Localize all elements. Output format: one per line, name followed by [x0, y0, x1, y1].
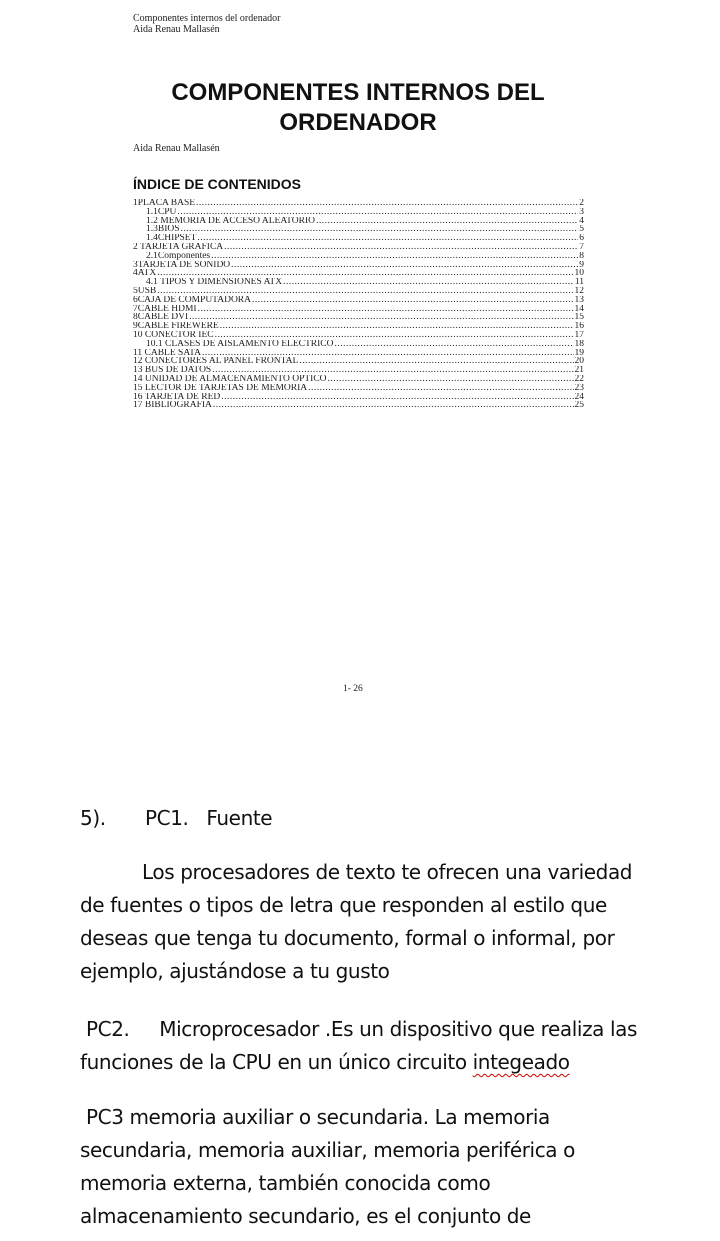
running-header-author: Aida Renau Mallasén	[133, 24, 220, 35]
toc-entry-page: 16	[574, 322, 584, 331]
toc-entry[interactable]	[133, 393, 584, 402]
toc-entry-title: 4ATX	[133, 269, 157, 279]
toc-leader-dots	[177, 208, 578, 217]
toc-entry[interactable]	[133, 296, 584, 305]
toc-leader-dots	[215, 331, 574, 340]
document-title	[133, 78, 583, 138]
toc-entry[interactable]	[133, 243, 584, 252]
toc-entry-page: 10	[574, 269, 584, 279]
toc-entry[interactable]	[133, 217, 584, 226]
section-heading-pc1	[80, 806, 640, 830]
document-title-line2: ORDENADOR	[279, 109, 437, 136]
document-title-line1: COMPONENTES INTERNOS DEL	[171, 79, 545, 106]
toc-entry[interactable]	[133, 349, 584, 358]
paragraph-microprocesador-text: PC2. Microprocesador .Es un dispositivo que realiza las funciones de la CPU en un único circuito	[80, 1017, 643, 1074]
paragraph-microprocesador	[80, 1013, 643, 1079]
toc-entry-title: 2 TARJETA GRÁFICA	[133, 242, 224, 252]
toc-entry-title: 1.4CHIPSET	[146, 234, 197, 243]
toc-leader-dots	[197, 234, 578, 243]
toc-entry[interactable]	[133, 375, 584, 384]
toc-entry-title: 12 CONECTORES AL PANEL FRONTAL	[133, 357, 299, 367]
toc-leader-dots	[220, 322, 574, 331]
toc-entry-title: 1.2 MEMORIA DE ACCESO ALEATORIO	[146, 216, 315, 226]
toc-entry-title: 1.3BIOS	[146, 225, 180, 235]
toc-entry[interactable]	[133, 305, 584, 314]
toc-leader-dots	[224, 243, 578, 252]
paragraph-fuente-text: Los procesadores de texto te ofrecen una variedad de fuentes o tipos de letra que responden al estilo que deseas que tenga tu documento, formal o informal, por ejemplo, ajustándose a tu gusto	[80, 860, 633, 983]
toc-entry-page: 11	[574, 278, 584, 287]
toc-entry-page: 7	[579, 242, 584, 252]
toc-leader-dots	[299, 357, 573, 366]
toc-entry[interactable]	[133, 401, 584, 410]
paragraph-memoria-auxiliar: PC3 memoria auxiliar o secundaria. La memoria secundaria, memoria auxiliar, memoria periférica o memoria externa, también conocida como almacenamiento secundario, es el conjunto de	[80, 1105, 581, 1228]
toc-entry-title: 10.1 CLASES DE AISLAMENTO ELÉCTRICO	[146, 339, 334, 349]
toc-entry-title: 2.1Componentes	[146, 251, 211, 261]
toc-leader-dots	[252, 296, 573, 305]
toc-entry-page: 25	[574, 401, 584, 411]
toc-leader-dots	[211, 252, 578, 261]
toc-entry[interactable]	[133, 269, 584, 278]
toc-entry-title: 6CAJA DE COMPUTADORA	[133, 295, 252, 305]
toc-leader-dots	[189, 313, 573, 322]
toc-entry-title: 5USB	[133, 286, 157, 296]
toc-leader-dots	[334, 340, 573, 349]
toc-entry-title: 13 BUS DE DATOS	[133, 366, 212, 375]
toc-entry-page: 8	[579, 251, 584, 261]
toc-entry[interactable]	[133, 313, 584, 322]
toc-entry-page: 14	[574, 304, 584, 314]
toc-leader-dots	[328, 375, 574, 384]
toc-entry-title: 1PLACA BASE	[133, 199, 196, 208]
toc-entry[interactable]	[133, 340, 584, 349]
toc-leader-dots	[221, 393, 573, 402]
section-number: 5).	[80, 806, 106, 830]
toc-entry[interactable]	[133, 252, 584, 261]
toc-entry-title: 3TARJETA DE SONIDO	[133, 260, 231, 270]
toc-entry-page: 3	[579, 207, 584, 217]
toc-entry[interactable]	[133, 366, 584, 375]
toc-entry-title: 15 LECTOR DE TARJETAS DE MEMORIA	[133, 383, 308, 393]
toc-entry[interactable]	[133, 225, 584, 234]
toc-entry-page: 23	[574, 383, 584, 393]
toc-entry[interactable]	[133, 384, 584, 393]
toc-leader-dots	[231, 261, 578, 270]
toc-entry[interactable]	[133, 357, 584, 366]
toc-entry[interactable]	[133, 287, 584, 296]
toc-entry-page: 18	[574, 339, 584, 349]
toc-leader-dots	[157, 269, 573, 278]
toc-entry-page: 9	[579, 260, 584, 270]
toc-entry-page: 6	[579, 234, 584, 243]
toc-entry[interactable]	[133, 261, 584, 270]
toc-leader-dots	[157, 287, 573, 296]
toc-entry-title: 11 CABLE SATA	[133, 348, 202, 358]
toc-leader-dots	[202, 349, 573, 358]
toc-heading: ÍNDICE DE CONTENIDOS	[133, 176, 302, 192]
running-header-title: Componentes internos del ordenador	[133, 13, 281, 24]
toc-entry-title: 7CABLE HDMI	[133, 304, 197, 314]
toc-entry-page: 19	[574, 348, 584, 358]
toc-entry[interactable]	[133, 199, 584, 208]
toc-entry-title: 14 UNIDAD DE ALMACENAMIENTO OPTICO	[133, 374, 327, 384]
toc-entry-page: 17	[574, 330, 584, 340]
toc-leader-dots	[181, 225, 579, 234]
toc-entry[interactable]	[133, 208, 584, 217]
toc-entry-page: 13	[574, 295, 584, 305]
toc-entry[interactable]	[133, 322, 584, 331]
toc-entry-title: 16 TARJETA DE RED	[133, 392, 221, 402]
toc-leader-dots	[283, 278, 574, 287]
toc-leader-dots	[212, 366, 573, 375]
toc-entry[interactable]	[133, 278, 584, 287]
toc-entry-page: 22	[574, 374, 584, 384]
toc-entry-page: 20	[574, 357, 584, 367]
toc-leader-dots	[308, 384, 573, 393]
paragraph-fuente	[80, 856, 640, 988]
toc-entry-page: 12	[574, 286, 584, 296]
toc-leader-dots	[316, 217, 578, 226]
toc-entry-title: 17 BIBLIOGRAFÍA	[133, 401, 212, 411]
toc-entry-title: 9CABLE FIREWERE	[133, 322, 219, 331]
document-author: Aida Renau Mallasén	[133, 143, 220, 154]
section-heading-text: PC1. Fuente	[145, 806, 273, 830]
toc-entry-page: 21	[574, 366, 584, 375]
page-number: 1- 26	[343, 684, 363, 694]
toc-entry-title: 8CABLE DVI	[133, 313, 189, 323]
toc-entry[interactable]	[133, 234, 584, 243]
table-of-contents	[133, 199, 584, 410]
toc-leader-dots	[198, 305, 574, 314]
toc-entry-page: 24	[574, 392, 584, 402]
toc-entry-page: 15	[574, 313, 584, 323]
toc-leader-dots	[213, 401, 574, 410]
running-header	[133, 13, 280, 35]
toc-entry-title: 1.1CPU	[146, 207, 177, 217]
toc-entry[interactable]	[133, 331, 584, 340]
toc-entry-title: 10 CONECTOR IEC	[133, 330, 214, 340]
misspelled-word[interactable]: integeado	[472, 1050, 570, 1074]
toc-entry-page: 2	[579, 199, 584, 208]
toc-entry-title: 4.1 TIPOS Y DIMENSIONES ATX	[146, 278, 283, 287]
toc-entry-page: 5	[579, 225, 584, 235]
toc-leader-dots	[196, 199, 578, 208]
toc-entry-page: 4	[579, 216, 584, 226]
